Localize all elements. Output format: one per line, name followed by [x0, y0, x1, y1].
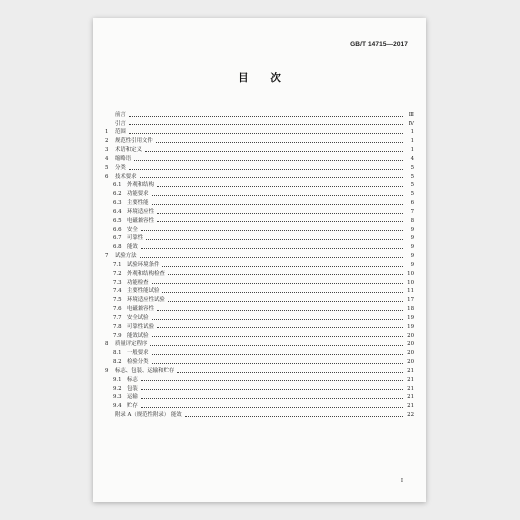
toc-entry-page: 7 — [410, 208, 414, 215]
toc-entry-page: 11 — [407, 288, 414, 295]
toc-entry-number: 8.1 — [113, 350, 122, 357]
toc-entry-label: 试验环境条件 — [127, 261, 160, 268]
toc-entry-label: 技术要求 — [115, 173, 137, 180]
toc-entry-number: 6.1 — [113, 182, 122, 189]
toc-entry-page: 9 — [410, 244, 414, 251]
toc-entry[interactable] — [105, 409, 414, 418]
toc-entry-label: 运输 — [127, 394, 138, 401]
toc-entry-number: 6.7 — [113, 235, 122, 242]
toc-dot-leader — [185, 416, 403, 417]
toc-entry-label: 能效试验 — [127, 332, 149, 339]
toc-entry[interactable] — [105, 330, 414, 339]
toc-entry[interactable] — [105, 127, 414, 136]
toc-entry-number: 9.3 — [113, 394, 122, 401]
toc-entry-label: 分类 — [115, 164, 126, 171]
toc-entry-page: 21 — [407, 394, 414, 401]
toc-dot-leader — [141, 248, 403, 249]
toc-entry[interactable] — [105, 383, 414, 392]
toc-entry[interactable] — [105, 206, 414, 215]
toc-entry-page: 1 — [410, 138, 414, 145]
toc-entry[interactable] — [105, 144, 414, 153]
toc-entry[interactable] — [105, 339, 414, 348]
toc-entry-number: 7 — [105, 253, 109, 260]
toc-entry-page: 5 — [410, 173, 414, 180]
toc-entry-label: 标志 — [127, 376, 138, 383]
toc-entry[interactable] — [105, 171, 414, 180]
toc-entry[interactable] — [105, 303, 414, 312]
standard-code: GB/T 14715—2017 — [350, 41, 408, 48]
toc-entry-label: 检验分类 — [127, 359, 149, 366]
toc-entry-page: 9 — [410, 261, 414, 268]
toc-entry-page: 6 — [410, 200, 414, 207]
toc-entry-number: 2 — [105, 138, 109, 145]
toc-dot-leader — [152, 336, 403, 337]
toc-entry-number: 9.2 — [113, 385, 122, 392]
toc-entry-number: 6.5 — [113, 217, 122, 224]
toc-entry-label: 环境适应性试验 — [127, 297, 165, 304]
toc-entry[interactable] — [105, 347, 414, 356]
toc-entry-label: 规范性引用文件 — [115, 138, 153, 145]
toc-entry-label: 环境适应性 — [127, 208, 154, 215]
toc-entry-label: 安全试验 — [127, 314, 149, 321]
toc-dot-leader — [152, 283, 403, 284]
toc-entry-page: Ⅳ — [408, 120, 414, 127]
toc-entry-label: 包装 — [127, 385, 138, 392]
toc-entry-number: 6.4 — [113, 208, 122, 215]
toc-dot-leader — [146, 239, 403, 240]
toc-dot-leader — [157, 310, 403, 311]
toc-entry-number: 7.3 — [113, 279, 122, 286]
toc-entry-label: 质量评定程序 — [115, 341, 148, 348]
toc-dot-leader — [140, 177, 403, 178]
toc-entry-label: 功能要求 — [127, 191, 149, 198]
toc-entry-number: 6 — [105, 173, 109, 180]
toc-dot-leader — [152, 319, 403, 320]
page-title: 目 次 — [238, 72, 290, 84]
toc-dot-leader — [141, 380, 403, 381]
toc-entry-label: 外观和结构检查 — [127, 270, 165, 277]
toc-entry-number: 8 — [105, 341, 109, 348]
toc-entry-number: 3 — [105, 147, 109, 154]
toc-entry-number: 9.1 — [113, 376, 122, 383]
toc-entry[interactable] — [105, 162, 414, 171]
toc-dot-leader — [177, 372, 403, 373]
toc-dot-leader — [134, 160, 403, 161]
toc-entry-number: 5 — [105, 164, 109, 171]
toc-entry-label: 缩略语 — [115, 155, 132, 162]
toc-dot-leader — [152, 204, 403, 205]
toc-dot-leader — [162, 292, 403, 293]
toc-dot-leader — [141, 389, 403, 390]
toc-entry-page: 21 — [407, 403, 414, 410]
toc-entry[interactable] — [105, 374, 414, 383]
toc-entry-page: 21 — [407, 385, 414, 392]
toc-entry-number: 1 — [105, 129, 109, 136]
document-page — [93, 18, 426, 502]
page-number: Ⅰ — [400, 478, 403, 484]
toc-entry-number: 9.4 — [113, 403, 122, 410]
toc-dot-leader — [157, 327, 403, 328]
toc-dot-leader — [129, 169, 403, 170]
toc-entry[interactable] — [105, 321, 414, 330]
toc-dot-leader — [152, 363, 403, 364]
toc-entry-page: 20 — [407, 341, 414, 348]
toc-entry-label: 附录 A（规范性附录） 能效 — [115, 411, 182, 418]
toc-dot-leader — [141, 407, 403, 408]
toc-entry-page: 9 — [410, 226, 414, 233]
toc-entry-number: 6.2 — [113, 191, 122, 198]
toc-dot-leader — [162, 266, 403, 267]
toc-entry-number: 7.8 — [113, 323, 122, 330]
toc-entry-page: 5 — [410, 164, 414, 171]
toc-entry-page: 22 — [407, 411, 414, 418]
toc-entry-page: 4 — [410, 155, 414, 162]
toc-entry[interactable] — [105, 400, 414, 409]
toc-entry-label: 能效 — [127, 244, 138, 251]
toc-entry-page: 8 — [410, 217, 414, 224]
toc-entry-page: 5 — [410, 182, 414, 189]
toc-entry[interactable] — [105, 294, 414, 303]
toc-entry-page: Ⅲ — [408, 111, 414, 118]
toc-entry[interactable] — [105, 268, 414, 277]
toc-entry-page: 21 — [407, 367, 414, 374]
toc-dot-leader — [152, 354, 403, 355]
toc-dot-leader — [129, 116, 403, 117]
toc-entry-number: 6.6 — [113, 226, 122, 233]
toc-entry[interactable] — [105, 197, 414, 206]
toc-entry-label: 术语和定义 — [115, 147, 142, 154]
toc-dot-leader — [152, 195, 403, 196]
toc-entry[interactable] — [105, 286, 414, 295]
toc-entry-label: 电磁兼容性 — [127, 306, 154, 313]
toc-entry[interactable] — [105, 109, 414, 118]
toc-entry[interactable] — [105, 365, 414, 374]
toc-dot-leader — [141, 230, 403, 231]
table-of-contents — [105, 109, 414, 418]
toc-dot-leader — [157, 221, 403, 222]
toc-entry[interactable] — [105, 153, 414, 162]
toc-entry-page: 20 — [407, 332, 414, 339]
toc-entry-number: 4 — [105, 155, 109, 162]
toc-entry[interactable] — [105, 215, 414, 224]
toc-dot-leader — [145, 151, 403, 152]
toc-entry[interactable] — [105, 259, 414, 268]
toc-entry[interactable] — [105, 250, 414, 259]
toc-entry-page: 20 — [407, 359, 414, 366]
toc-entry[interactable] — [105, 224, 414, 233]
toc-entry-label: 可靠性 — [127, 235, 144, 242]
toc-entry-label: 标志、包装、运输和贮存 — [115, 367, 175, 374]
toc-entry-page: 17 — [407, 297, 414, 304]
toc-entry-label: 试验方法 — [115, 253, 137, 260]
toc-dot-leader — [168, 301, 403, 302]
toc-entry-label: 贮存 — [127, 403, 138, 410]
toc-entry-page: 18 — [407, 306, 414, 313]
toc-dot-leader — [141, 398, 403, 399]
toc-entry-number: 7.7 — [113, 314, 122, 321]
toc-entry-label: 主要性能试验 — [127, 288, 160, 295]
toc-dot-leader — [168, 274, 403, 275]
toc-entry-number: 7.9 — [113, 332, 122, 339]
toc-entry-number: 8.2 — [113, 359, 122, 366]
toc-entry-label: 前言 — [115, 111, 126, 118]
toc-entry-page: 1 — [410, 147, 414, 154]
toc-entry[interactable] — [105, 233, 414, 242]
toc-dot-leader — [157, 213, 403, 214]
toc-entry[interactable] — [105, 356, 414, 365]
toc-entry[interactable] — [105, 118, 414, 127]
toc-dot-leader — [129, 124, 403, 125]
toc-entry-number: 9 — [105, 367, 109, 374]
toc-entry-page: 9 — [410, 235, 414, 242]
toc-entry[interactable] — [105, 277, 414, 286]
toc-dot-leader — [129, 133, 403, 134]
toc-entry-label: 功能检查 — [127, 279, 149, 286]
toc-dot-leader — [157, 186, 403, 187]
toc-entry-page: 20 — [407, 350, 414, 357]
toc-entry-page: 19 — [407, 314, 414, 321]
toc-entry-page: 5 — [410, 191, 414, 198]
toc-entry-number: 7.1 — [113, 261, 122, 268]
toc-dot-leader — [150, 345, 403, 346]
toc-dot-leader — [156, 142, 403, 143]
toc-entry-page: 9 — [410, 253, 414, 260]
toc-entry-page: 10 — [407, 279, 414, 286]
toc-entry-number: 7.4 — [113, 288, 122, 295]
toc-entry-label: 安全 — [127, 226, 138, 233]
toc-entry-label: 一般要求 — [127, 350, 149, 357]
toc-entry-number: 7.5 — [113, 297, 122, 304]
toc-entry-label: 电磁兼容性 — [127, 217, 154, 224]
toc-entry-label: 主要性能 — [127, 200, 149, 207]
toc-entry-number: 7.2 — [113, 270, 122, 277]
toc-entry-label: 引言 — [115, 120, 126, 127]
toc-dot-leader — [140, 257, 403, 258]
toc-entry-page: 21 — [407, 376, 414, 383]
toc-entry-number: 6.3 — [113, 200, 122, 207]
toc-entry[interactable] — [105, 392, 414, 401]
toc-entry-label: 外观和结构 — [127, 182, 154, 189]
toc-entry-page: 1 — [410, 129, 414, 136]
toc-entry-label: 范围 — [115, 129, 126, 136]
toc-entry[interactable] — [105, 180, 414, 189]
toc-entry-number: 6.8 — [113, 244, 122, 251]
toc-entry-page: 19 — [407, 323, 414, 330]
toc-entry-label: 可靠性试验 — [127, 323, 154, 330]
toc-entry[interactable] — [105, 312, 414, 321]
toc-entry[interactable] — [105, 135, 414, 144]
toc-entry-page: 10 — [407, 270, 414, 277]
toc-entry[interactable] — [105, 188, 414, 197]
toc-entry[interactable] — [105, 241, 414, 250]
toc-entry-number: 7.6 — [113, 306, 122, 313]
